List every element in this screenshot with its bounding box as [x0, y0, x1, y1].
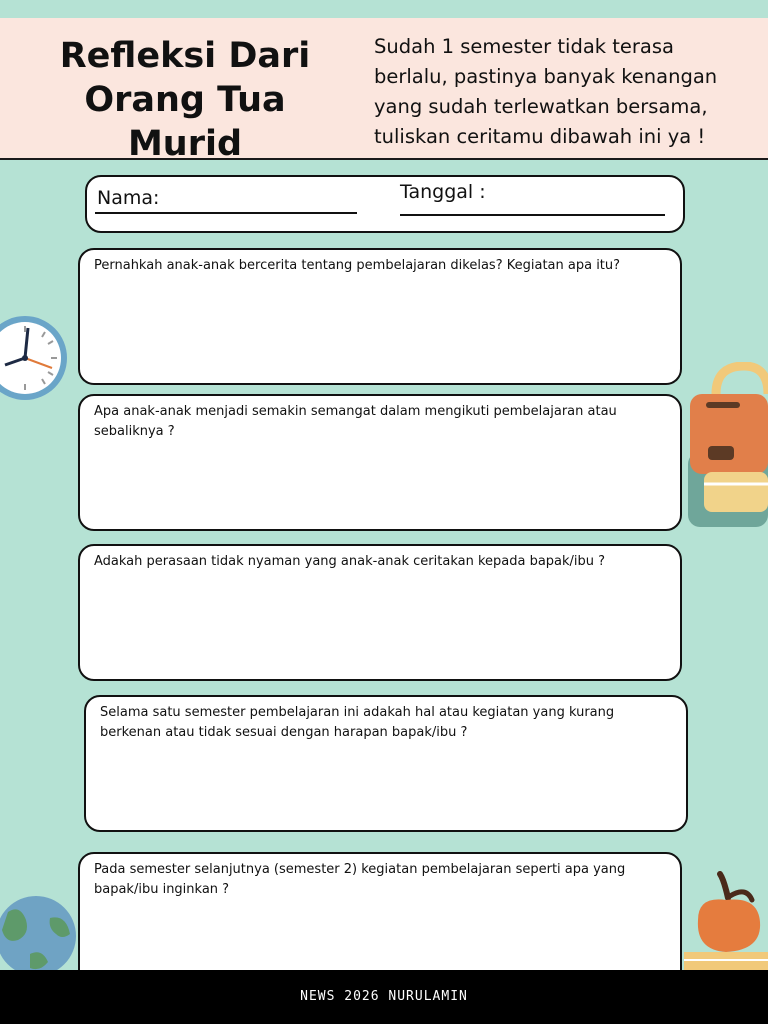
- top-strip: [0, 0, 768, 20]
- question-text: Selama satu semester pembelajaran ini adakah hal atau kegiatan yang kurang berkenan atau tidak sesuai dengan harapan bapak/ibu ?: [100, 705, 615, 740]
- page-title: [40, 34, 330, 166]
- globe-icon: [0, 890, 85, 970]
- title-line: Orang Tua: [84, 80, 286, 120]
- question-text: Pada semester selanjutnya (semester 2) kegiatan pembelajaran seperti apa yang bapak/ibu inginkan ?: [94, 862, 626, 897]
- question-box[interactable]: [78, 394, 682, 531]
- question-text: Apa anak-anak menjadi semakin semangat dalam mengikuti pembelajaran atau sebaliknya ?: [94, 404, 617, 439]
- backpack-icon: [686, 362, 768, 530]
- date-label: Tanggal :: [400, 181, 486, 203]
- question-box[interactable]: [78, 852, 682, 970]
- title-line: Refleksi Dari: [59, 36, 311, 76]
- question-box[interactable]: [84, 695, 688, 832]
- name-field[interactable]: [95, 212, 357, 214]
- name-label: Nama:: [97, 187, 160, 209]
- date-field[interactable]: [400, 214, 665, 216]
- intro-line: Sudah 1 semester tidak terasa: [374, 35, 674, 58]
- name-date-box: [85, 175, 685, 233]
- intro-line: yang sudah terlewatkan bersama,: [374, 95, 708, 118]
- intro-line: tuliskan ceritamu dibawah ini ya !: [374, 125, 706, 148]
- footer-caption: NEWS 2026 NURULAMIN: [0, 970, 768, 1024]
- intro-text: [374, 32, 754, 152]
- question-box[interactable]: [78, 248, 682, 385]
- question-box[interactable]: [78, 544, 682, 681]
- header-banner: [0, 18, 768, 164]
- apple-icon: [684, 870, 768, 970]
- question-text: Adakah perasaan tidak nyaman yang anak-anak ceritakan kepada bapak/ibu ?: [94, 554, 606, 569]
- question-text: Pernahkah anak-anak bercerita tentang pembelajaran dikelas? Kegiatan apa itu?: [94, 258, 621, 273]
- clock-icon: [0, 308, 80, 408]
- title-line: Murid: [127, 124, 243, 164]
- intro-line: berlalu, pastinya banyak kenangan: [374, 65, 718, 88]
